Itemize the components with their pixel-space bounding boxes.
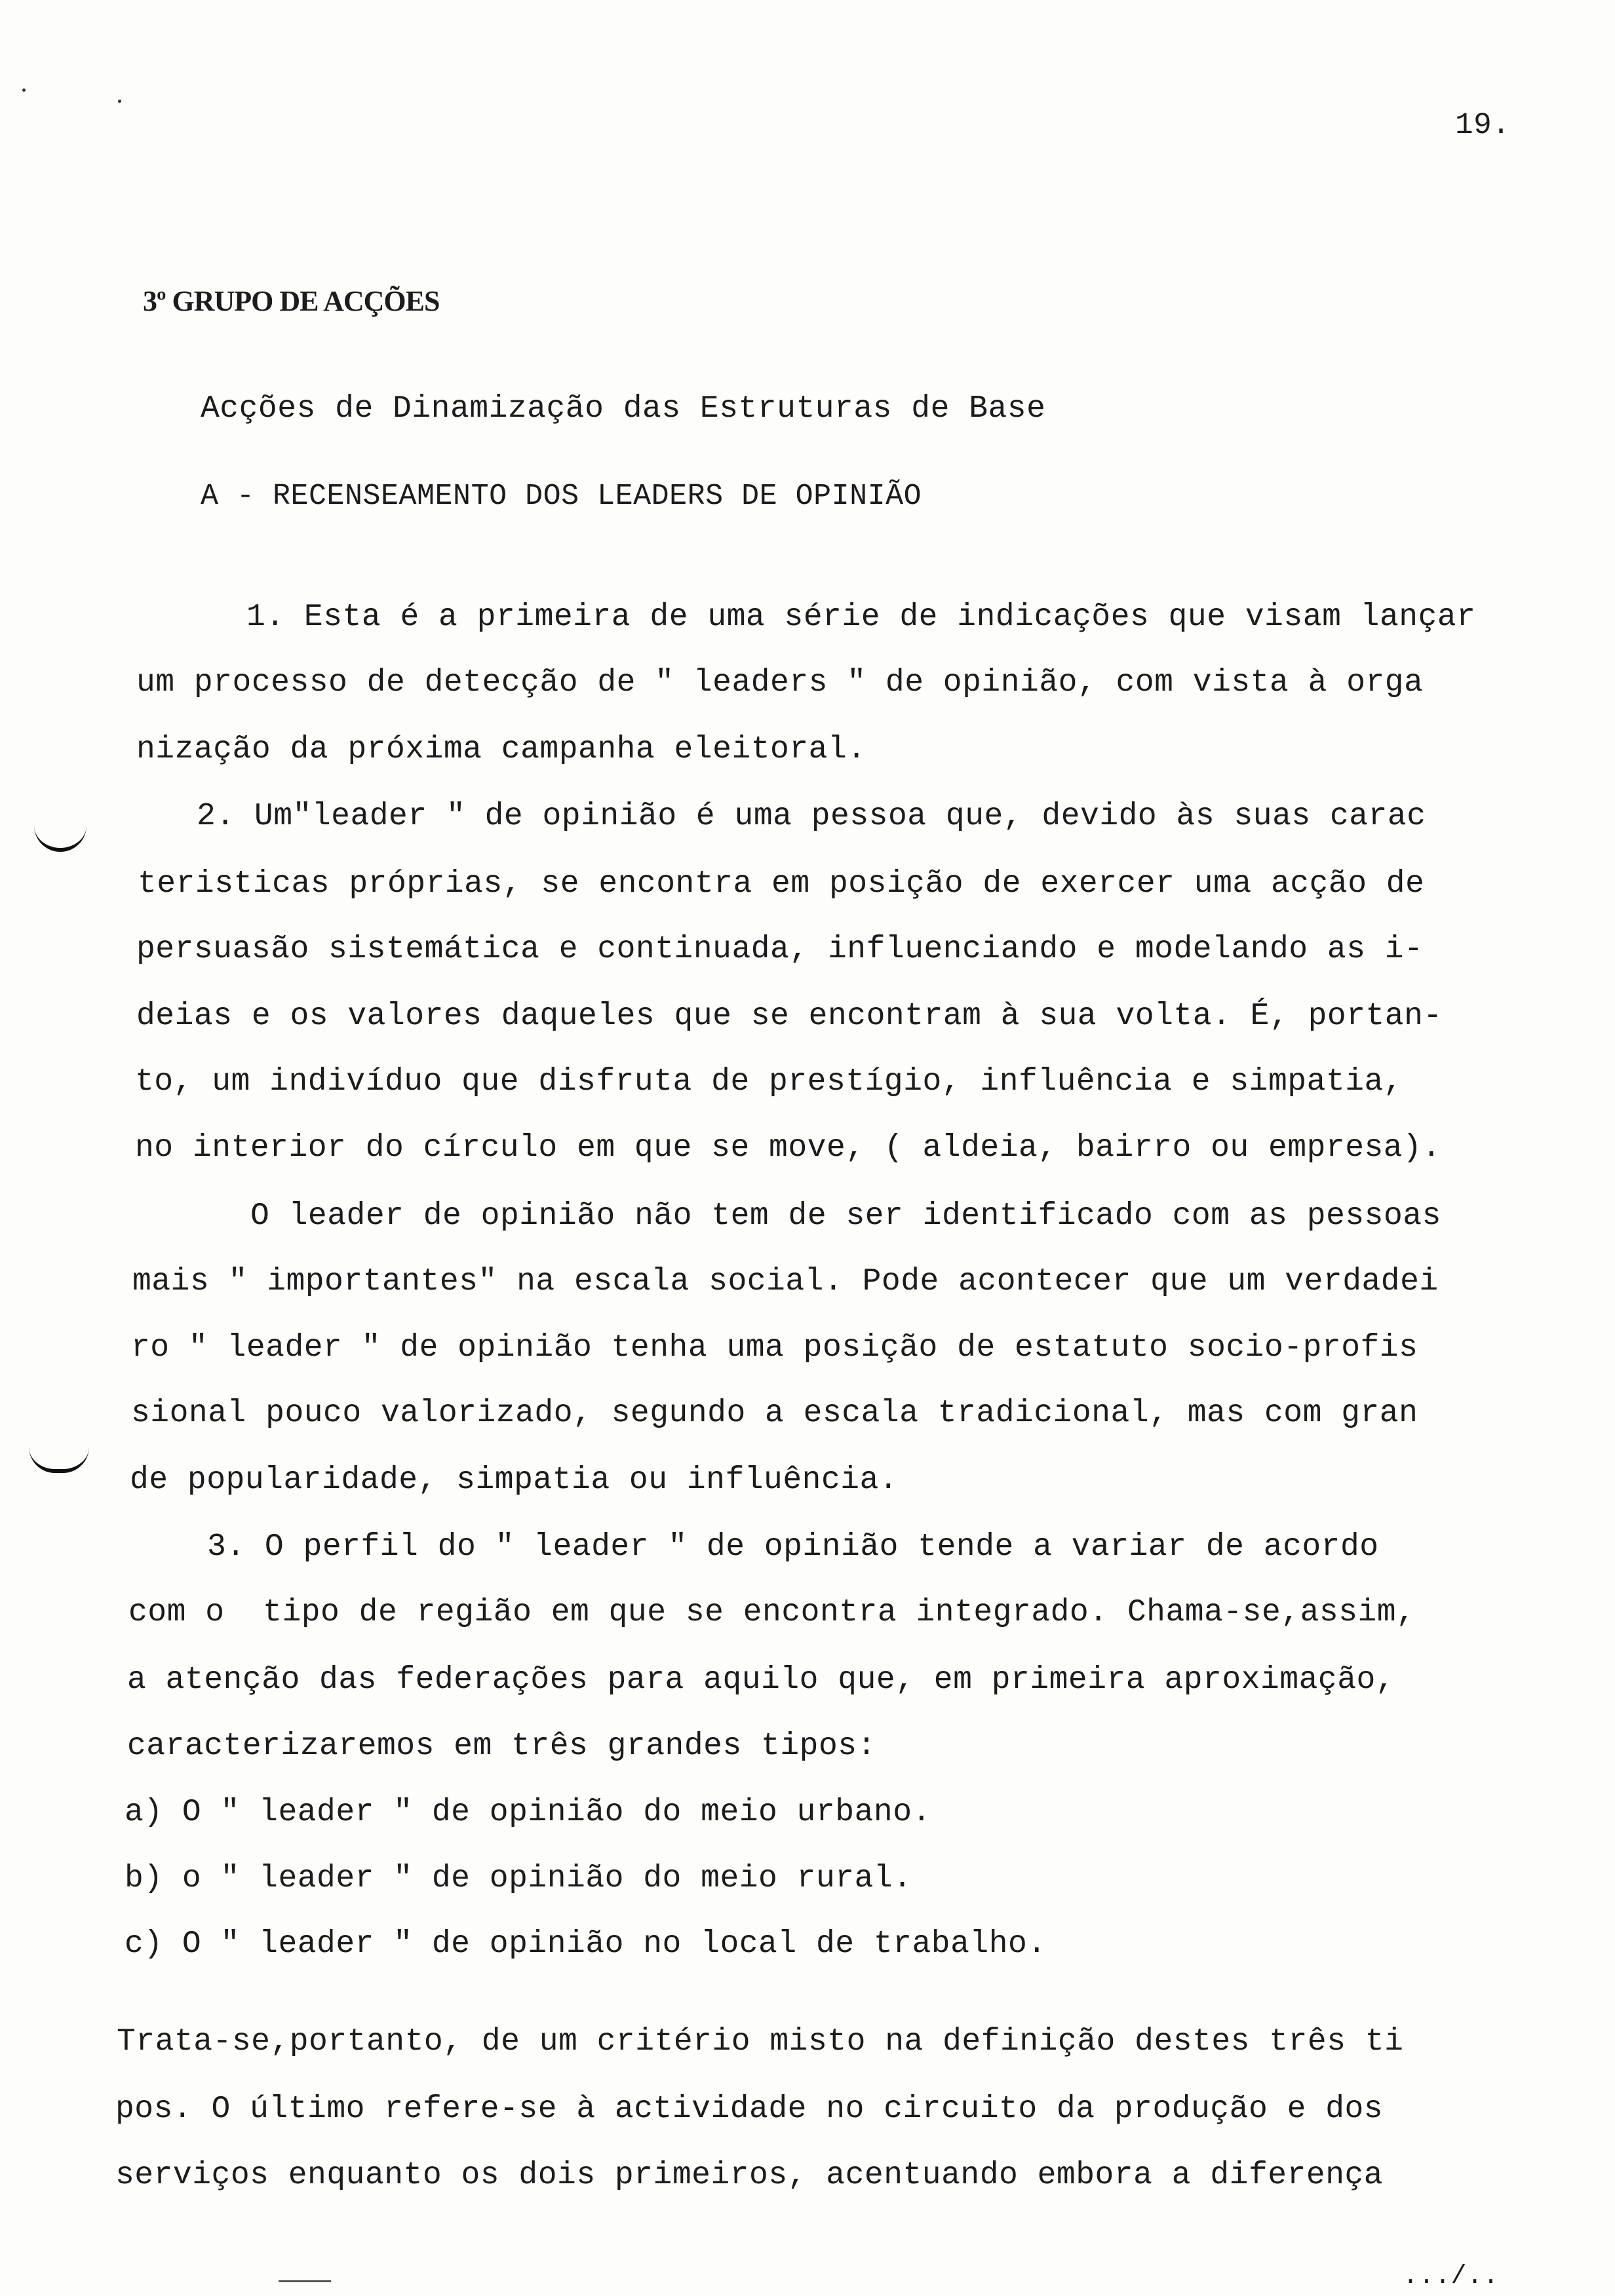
- margin-mark: [29, 1436, 89, 1473]
- subtitle: Acções de Dinamização das Estruturas de Base: [201, 391, 1046, 427]
- text-line: 1. Esta é a primeira de uma série de indicações que visam lançar: [246, 600, 1476, 635]
- scan-speck: [118, 100, 121, 103]
- text-line: caracterizaremos em três grandes tipos:: [127, 1729, 876, 1764]
- text-line: de popularidade, simpatia ou influência.: [130, 1463, 899, 1498]
- scan-speck: [22, 88, 26, 92]
- text-line: serviços enquanto os dois primeiros, acentuando embora a diferença: [115, 2158, 1384, 2193]
- text-line: a atenção das federações para aquilo que, em primeira aproximação,: [127, 1662, 1395, 1698]
- text-line: b) o " leader " de opinião do meio rural.: [125, 1861, 912, 1896]
- text-line: com o tipo de região em que se encontra integrado. Chama-se,assim,: [128, 1595, 1416, 1630]
- text-line: ro " leader " de opinião tenha uma posição de estatuto socio-profis: [131, 1330, 1418, 1366]
- text-line: a) O " leader " de opinião do meio urbano.: [125, 1795, 931, 1830]
- text-line: 3. O perfil do " leader " de opinião tende a variar de acordo: [207, 1529, 1379, 1565]
- page-number: 19.: [1455, 108, 1511, 142]
- section-title: A - RECENSEAMENTO DOS LEADERS DE OPINIÃO: [201, 480, 922, 513]
- text-line: to, um indivíduo que disfruta de prestígio, influência e simpatia,: [135, 1064, 1403, 1100]
- text-line: um processo de detecção de " leaders " de opinião, com vista à orga: [136, 665, 1424, 700]
- text-line: Trata-se,portanto, de um critério misto na definição destes três ti: [117, 2024, 1404, 2059]
- text-line: c) O " leader " de opinião no local de trabalho.: [125, 1926, 1047, 1962]
- text-line: mais " importantes" na escala social. Pode acontecer que um verdadei: [132, 1264, 1439, 1299]
- text-line: nização da próxima campanha eleitoral.: [136, 732, 866, 767]
- text-line: no interior do círculo em que se move, ( aldeia, bairro ou empresa).: [135, 1130, 1441, 1166]
- text-line: 2. Um"leader " de opinião é uma pessoa que, devido às suas carac: [197, 799, 1426, 834]
- continuation-mark: .../..: [1403, 2262, 1500, 2291]
- margin-mark: [34, 811, 87, 852]
- text-line: O leader de opinião não tem de ser identificado com as pessoas: [250, 1198, 1441, 1234]
- text-line: persuasão sistemática e continuada, influenciando e modelando as i-: [136, 932, 1424, 967]
- footer-dash: [279, 2280, 331, 2282]
- text-line: deias e os valores daqueles que se encontram à sua volta. É, portan-: [136, 999, 1443, 1034]
- group-heading: 3º GRUPO DE ACÇÕES: [143, 285, 440, 317]
- text-line: sional pouco valorizado, segundo a escala tradicional, mas com gran: [131, 1396, 1418, 1431]
- text-line: pos. O último refere-se à actividade no circuito da produção e dos: [115, 2092, 1384, 2127]
- text-line: teristicas próprias, se encontra em posição de exercer uma acção de: [138, 866, 1425, 902]
